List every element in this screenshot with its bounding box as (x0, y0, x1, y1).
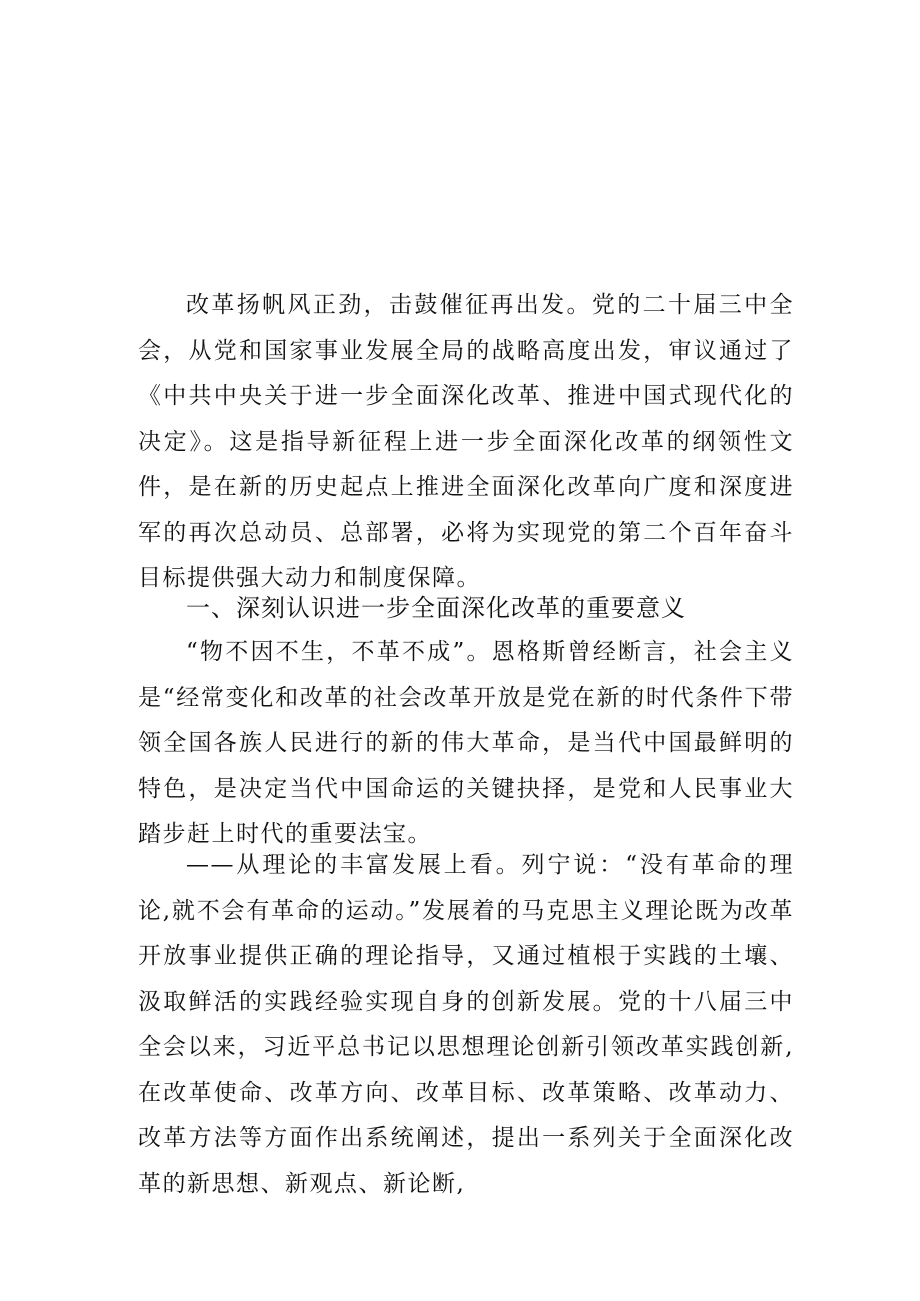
section-heading: 一、深刻认识进一步全面深化改革的重要意义 (186, 594, 686, 622)
intro-paragraph: 改革扬帆风正劲，击鼓催征再出发。党的二十届三中全会，从党和国家事业发展全局的战略高度出发，审议通过了《中共中央关于进一步全面深化改革、推进中国式现代化的决定》。这是指导新征程上进一步全面深化改革的纲领性文件，是在新的历史起点上推进全面深化改革向广度和深度进军的再次总动员、总部署，必将为实现党的第二个百年奋斗目标提供强大动力和制度保障。 (138, 292, 794, 591)
section-paragraph-1: “物不因不生，不革不成”。恩格斯曾经断言，社会主义是“经常变化和改革的社会改革开放是党在新的时代条件下带领全国各族人民进行的新的伟大革命，是当代中国最鲜明的特色，是决定当代中国命运的关键抉择，是党和人民事业大踏步赶上时代的重要法宝。 (138, 639, 794, 847)
section-paragraph-2: ——从理论的丰富发展上看。列宁说：“没有革命的理论,就不会有革命的运动。”发展着的马克思主义理论既为改革开放事业提供正确的理论指导，又通过植根于实践的土壤、汲取鲜活的实践经验实现自身的创新发展。党的十八届三中全会以来，习近平总书记以思想理论创新引领改革实践创新,在改革使命、改革方向、改革目标、改革策略、改革动力、改革方法等方面作出系统阐述，提出一系列关于全面深化改革的新思想、新观点、新论断, (138, 852, 794, 1197)
